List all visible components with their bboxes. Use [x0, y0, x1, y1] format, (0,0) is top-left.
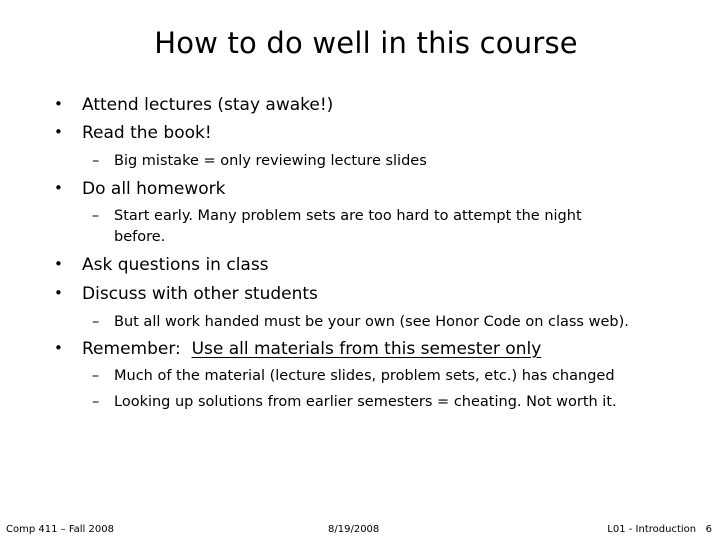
- dash-icon: –: [92, 153, 100, 169]
- sub-bullet-item: [92, 312, 714, 333]
- bullet-emphasis: Use all materials from this semester only: [191, 339, 542, 359]
- sub-bullet-item: [92, 392, 714, 413]
- bullet-text: Discuss with other students: [82, 284, 318, 304]
- bullet-item: [54, 255, 269, 275]
- bullet-icon: •: [54, 255, 63, 273]
- sub-bullet-text: Much of the material (lecture slides, problem sets, etc.) has changed: [114, 368, 615, 384]
- sub-bullet-item: [92, 366, 714, 387]
- sub-bullet-text: Looking up solutions from earlier semesters = cheating. Not worth it.: [114, 394, 617, 410]
- sub-bullet-text: Start early. Many problem sets are too hard to attempt the night before.: [114, 208, 582, 245]
- bullet-text: Ask questions in class: [82, 255, 269, 275]
- dash-icon: –: [92, 368, 100, 384]
- slide-title: How to do well in this course: [154, 26, 578, 60]
- bullet-text: Read the book!: [82, 123, 212, 143]
- sub-bullet-text: But all work handed must be your own (see Honor Code on class web).: [114, 314, 629, 330]
- bullet-item: [54, 339, 542, 359]
- sub-bullet-item: [92, 151, 654, 172]
- bullet-icon: •: [54, 123, 63, 141]
- bullet-item: [54, 123, 212, 143]
- bullet-icon: •: [54, 95, 63, 113]
- dash-icon: –: [92, 394, 100, 410]
- bullet-item: [54, 179, 226, 199]
- bullet-prefix: Remember:: [82, 339, 192, 359]
- footer-slide-info: L01 - Introduction 6: [607, 524, 712, 535]
- bullet-text: Attend lectures (stay awake!): [82, 95, 334, 115]
- dash-icon: –: [92, 314, 100, 330]
- bullet-icon: •: [54, 179, 63, 197]
- bullet-text: Do all homework: [82, 179, 226, 199]
- bullet-item: [54, 284, 318, 304]
- footer-course: Comp 411 – Fall 2008: [6, 524, 114, 535]
- bullet-item: [54, 95, 334, 115]
- footer-date: 8/19/2008: [328, 524, 380, 535]
- sub-bullet-text: Big mistake = only reviewing lecture slides: [114, 153, 427, 169]
- dash-icon: –: [92, 208, 100, 224]
- bullet-icon: •: [54, 339, 63, 357]
- sub-bullet-item: [92, 206, 634, 248]
- bullet-icon: •: [54, 284, 63, 302]
